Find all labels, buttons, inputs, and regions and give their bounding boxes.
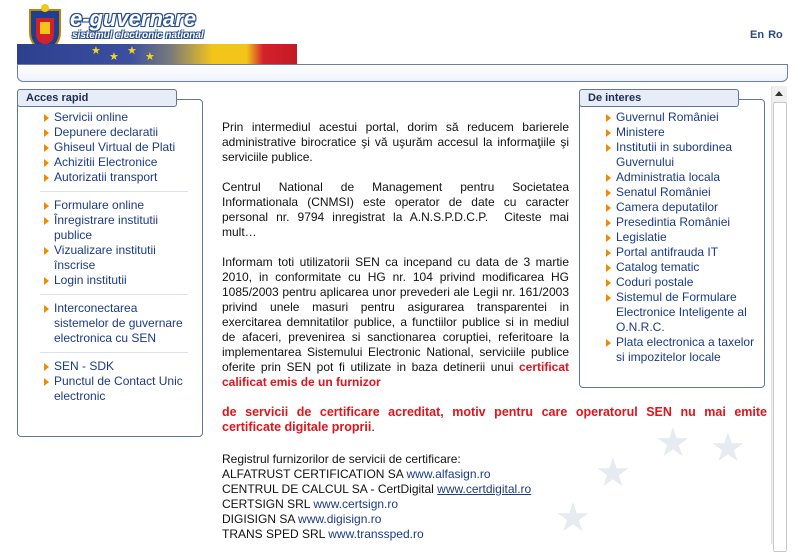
quick-access-item[interactable] — [18, 125, 202, 140]
language-switcher — [750, 29, 787, 41]
lang-en-link[interactable]: En — [750, 29, 765, 41]
quick-access-item[interactable] — [18, 170, 202, 185]
arrow-bullet-icon — [44, 202, 49, 210]
quick-access-item-label: Depunere declaratii — [54, 125, 159, 139]
arrow-bullet-icon — [44, 305, 49, 313]
arrow-bullet-icon — [606, 294, 611, 302]
quick-access-item-label: Interconectarea sistemelor de guvernare electronica cu SEN — [54, 301, 183, 345]
provider-list — [222, 467, 531, 542]
interest-link-label: Sistemul de Formulare Electronice Inteligente al O.N.R.C. — [616, 290, 747, 334]
interest-link[interactable] — [580, 275, 764, 290]
interest-link-label: Plata electronica a taxelor si impozitelor locale — [616, 335, 755, 364]
quick-access-item[interactable] — [18, 140, 202, 155]
brand-title[interactable]: e-guvernare — [70, 6, 196, 31]
notice-end: . — [371, 420, 375, 434]
arrow-bullet-icon — [606, 174, 611, 182]
flag-banner — [17, 44, 297, 64]
provider-row — [222, 497, 531, 512]
provider-row — [222, 527, 531, 542]
star-icon: ★ — [145, 51, 155, 63]
interest-link[interactable] — [580, 170, 764, 185]
notice-text: Informam toti utilizatorii SEN ca incepand cu data de 3 martie 2010, in conformitate cu HG nr. 104 privind modificarea HG 1085/2003 pentru aplicarea unor prevederi ale Legii nr. 161/2003 privind unele masuri pentru asigurarea transparentei in exercitarea demnitatilor publice, a functiilor publice si in mediul de afaceri, prevenirea si sanctionarea coruptiei, referitoare la implementarea Sistemului Electronic National, serviciile publice oferite prin SEN pot fi utilizate in baza detinerii unui — [222, 255, 569, 374]
provider-row — [222, 482, 531, 497]
notice-paragraph — [222, 255, 569, 390]
arrow-bullet-icon — [606, 279, 611, 287]
interest-link-label: Coduri postale — [616, 275, 694, 289]
quick-access-item-label: Autorizatii transport — [54, 170, 158, 184]
arrow-bullet-icon — [606, 204, 611, 212]
notice-red-rest: de servicii de certificare acreditat, motiv pentru care operatorul SEN nu mai emite certificate digitale proprii — [222, 405, 767, 434]
of-interest-title: De interes — [579, 89, 739, 107]
interest-link[interactable] — [580, 215, 764, 230]
brand-subtitle: sistemul electronic national — [72, 30, 204, 41]
interest-link[interactable] — [580, 125, 764, 140]
cnmsi-text: Centrul National de Management pentru Societatea Informationala (CNMSI) este operator de date cu caracter personal nr. 9794 inregistrat la A.N.S.P.D.C.P. — [222, 180, 569, 224]
registry-title: Registrul furnizorilor de servicii de certificare: — [222, 452, 461, 466]
star-icon: ★ — [127, 45, 137, 57]
menu-separator — [40, 294, 188, 295]
interest-link-label: Catalog tematic — [616, 260, 700, 274]
quick-access-item[interactable] — [18, 374, 202, 404]
scroll-up-arrow-icon[interactable] — [775, 91, 783, 96]
main-content — [222, 120, 569, 405]
quick-access-title: Acces rapid — [17, 89, 177, 107]
interest-link-label: Administratia locala — [616, 170, 721, 184]
quick-access-item-label: Punctul de Contact Unic electronic — [54, 374, 183, 403]
quick-access-item[interactable] — [18, 359, 202, 374]
quick-access-item-label: Ghiseul Virtual de Plati — [54, 140, 176, 154]
certification-registry — [222, 452, 531, 542]
arrow-bullet-icon — [44, 363, 49, 371]
lang-ro-link[interactable]: Ro — [768, 29, 783, 41]
interest-link[interactable] — [580, 200, 764, 215]
star-icon: ★ — [91, 45, 101, 57]
quick-access-item-label: Vizualizare institutii înscrise — [54, 243, 156, 272]
quick-access-item[interactable] — [18, 198, 202, 213]
interest-link[interactable] — [580, 110, 764, 125]
quick-access-item-label: Formulare online — [54, 198, 145, 212]
scroll-thumb[interactable] — [773, 102, 787, 552]
cnmsi-paragraph — [222, 180, 569, 240]
arrow-bullet-icon — [606, 264, 611, 272]
provider-name: ALFATRUST CERTIFICATION SA — [222, 467, 407, 481]
interest-link-label: Legislatie — [616, 230, 667, 244]
arrow-bullet-icon — [44, 114, 49, 122]
interest-link[interactable] — [580, 245, 764, 260]
star-icon: ★ — [109, 51, 119, 63]
interest-link[interactable] — [580, 185, 764, 200]
arrow-bullet-icon — [44, 217, 49, 225]
arrow-bullet-icon — [606, 114, 611, 122]
arrow-bullet-icon — [44, 277, 49, 285]
provider-link[interactable]: www.transsped.ro — [328, 527, 424, 541]
quick-access-item[interactable] — [18, 213, 202, 243]
arrow-bullet-icon — [606, 219, 611, 227]
provider-name: CENTRUL DE CALCUL SA - CertDigital — [222, 482, 438, 496]
background-star-icon: ★ — [710, 426, 746, 470]
arrow-bullet-icon — [606, 249, 611, 257]
arrow-bullet-icon — [606, 339, 611, 347]
arrow-bullet-icon — [606, 234, 611, 242]
interest-link[interactable] — [580, 335, 764, 365]
quick-access-item[interactable] — [18, 301, 202, 346]
quick-access-item-label: Servicii online — [54, 110, 129, 124]
quick-access-item-label: Înregistrare institutii publice — [54, 213, 159, 242]
provider-name: DIGISIGN SA — [222, 512, 299, 526]
interest-link-label: Portal antifrauda IT — [616, 245, 719, 259]
quick-access-item[interactable] — [18, 243, 202, 273]
arrow-bullet-icon — [606, 144, 611, 152]
vertical-scrollbar[interactable] — [771, 86, 787, 544]
quick-access-item[interactable] — [18, 273, 202, 288]
interest-link[interactable] — [580, 260, 764, 275]
arrow-bullet-icon — [44, 378, 49, 386]
arrow-bullet-icon — [44, 144, 49, 152]
provider-link[interactable]: www.certsign.ro — [313, 497, 399, 511]
interest-link-label: Guvernul României — [616, 110, 719, 124]
background-star-icon: ★ — [655, 421, 691, 465]
arrow-bullet-icon — [44, 174, 49, 182]
read-more-link[interactable]: Citeste mai mult… — [222, 210, 569, 239]
provider-link[interactable]: www.certdigital.ro — [437, 482, 532, 496]
quick-access-item-label: Achizitii Electronice — [54, 155, 158, 169]
header — [0, 0, 783, 64]
arrow-bullet-icon — [606, 129, 611, 137]
arrow-bullet-icon — [606, 189, 611, 197]
quick-access-item[interactable] — [18, 155, 202, 170]
arrow-bullet-icon — [44, 159, 49, 167]
provider-name: TRANS SPED SRL — [222, 527, 329, 541]
quick-access-item-label: Login institutii — [54, 273, 127, 287]
interest-link[interactable] — [580, 140, 764, 170]
interest-link-label: Senatul României — [616, 185, 711, 199]
interest-link-label: Camera deputatilor — [616, 200, 719, 214]
of-interest-panel — [579, 99, 765, 388]
interest-link-label: Ministere — [616, 125, 665, 139]
quick-access-item-label: SEN - SDK — [54, 359, 115, 373]
provider-name: CERTSIGN SRL — [222, 497, 314, 511]
intro-paragraph: Prin intermediul acestui portal, dorim să reducem barierele administrative birocratice şi vă uşurăm accesul la informaţiile şi serviciile publice. — [222, 120, 569, 164]
background-star-icon: ★ — [595, 451, 631, 495]
provider-row — [222, 467, 531, 482]
provider-link[interactable]: www.alfasign.ro — [406, 467, 491, 481]
interest-link-label: Institutii in subordinea Guvernului — [616, 140, 733, 169]
interest-link-label: Presedintia României — [616, 215, 731, 229]
menu-separator — [40, 352, 188, 353]
menu-separator — [40, 191, 188, 192]
interest-link[interactable] — [580, 230, 764, 245]
notice-red-start: certificat calificat emis de un furnizor — [222, 360, 570, 389]
top-nav-bar — [17, 64, 788, 82]
arrow-bullet-icon — [44, 129, 49, 137]
provider-link[interactable]: www.digisign.ro — [298, 512, 382, 526]
quick-access-item[interactable] — [18, 110, 202, 125]
quick-access-panel — [17, 99, 203, 437]
interest-link[interactable] — [580, 290, 764, 335]
notice-red-line — [222, 405, 767, 435]
arrow-bullet-icon — [44, 247, 49, 255]
background-star-icon: ★ — [555, 496, 591, 540]
provider-row — [222, 512, 531, 527]
